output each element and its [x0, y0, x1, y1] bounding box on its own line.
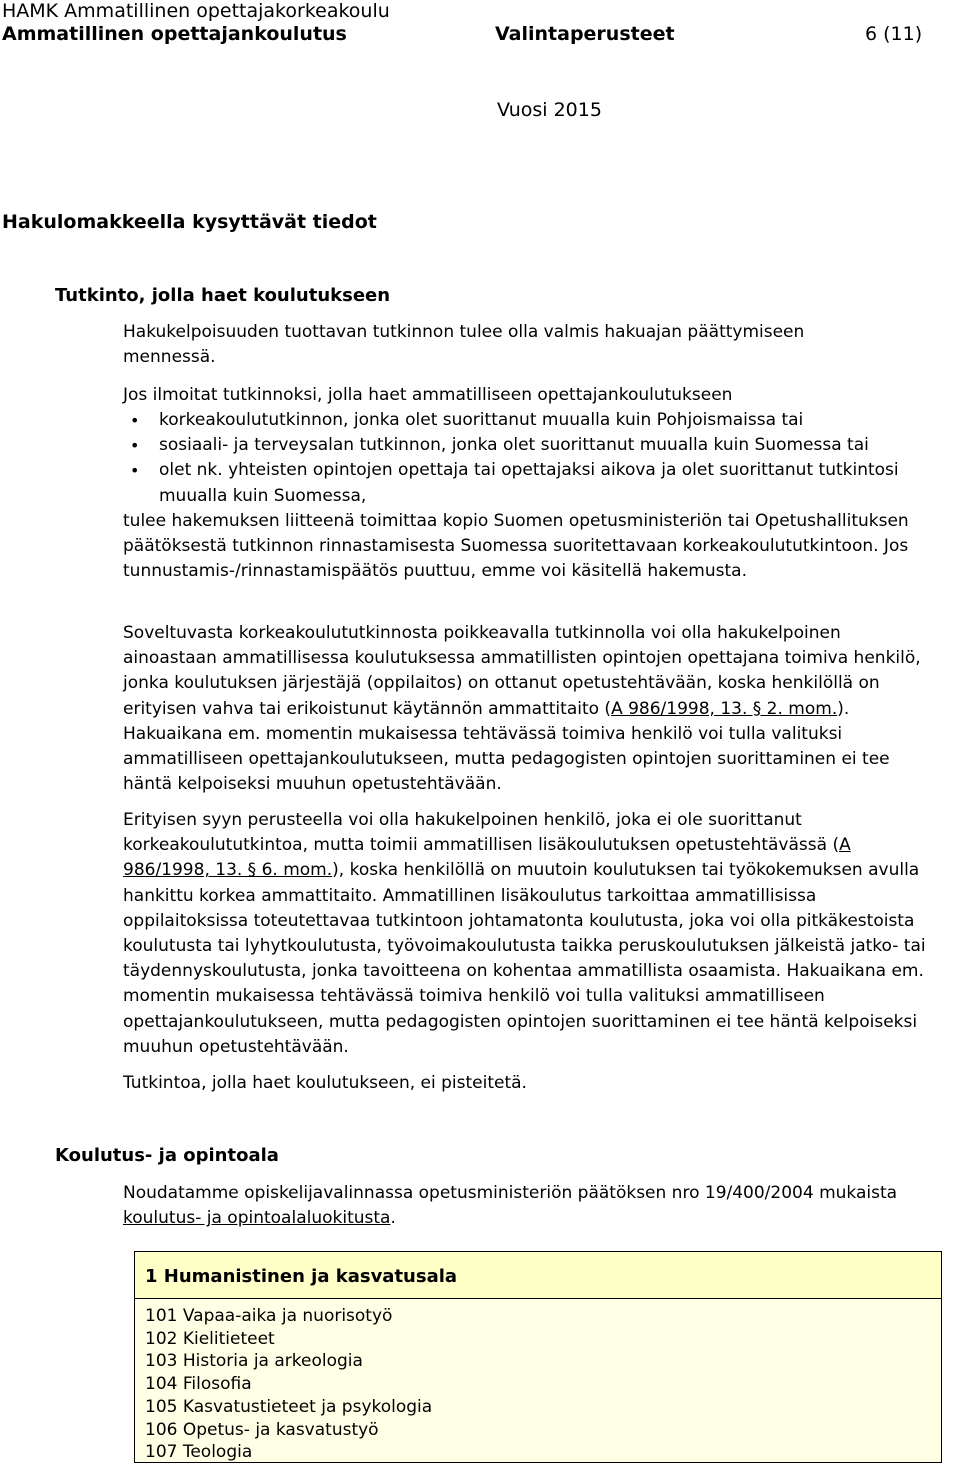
koulutus-text-post: . [390, 1208, 396, 1229]
program-name: Ammatillinen opettajankoulutus [2, 23, 347, 45]
field-table-header [135, 1252, 941, 1299]
bullet-item: • sosiaali- ja terveysalan tutkinnon, jonka olet suorittanut muualla kuin Suomessa tai [130, 433, 950, 458]
soveltuvasta-text-post: ). Hakuaikana em. momentin mukaisessa tehtävässä toimiva henkilö voi tulla valituksi ammatilliseen opettajankoulutukseen, mutta pedagogisten opintojen suorittaminen ei tee häntä kelpoiseksi muuhun opetustehtävään. [123, 698, 890, 795]
soveltuvasta-text-pre: Soveltuvasta korkeakoulututkinnosta poikkeavalla tutkinnolla voi olla hakukelpoinen ainoastaan ammatillisessa koulutuksessa ammatillisten opintojen opettajana toimiva henkilö, jonka koulutuksen järjestäjä (oppilaitos) on ottanut opetustehtävään, koska henkilöllä on erityisen vahva tai erikoistunut käytännön ammattitaito ( [123, 623, 921, 719]
field-table-body [135, 1299, 941, 1462]
section-heading: Hakulomakkeella kysyttävät tiedot [2, 211, 377, 233]
bullet-item: • olet nk. yhteisten opintojen opettaja tai opettajaksi aikova ja olet suorittanut tutkintosi muualla kuin Suomessa, [130, 458, 950, 508]
year-label: Vuosi 2015 [497, 99, 602, 121]
law-link-13-6[interactable]: A 986/1998, 13. § 6. mom. [123, 835, 851, 881]
table-row: 104 Filosofia [145, 1374, 252, 1395]
bullet-item: • korkeakoulututkinnon, jonka olet suorittanut muualla kuin Pohjoismaissa tai [130, 408, 950, 433]
field-table [134, 1251, 942, 1463]
soveltuvasta-paragraph [123, 621, 938, 797]
tutkinto-after-bullets: tulee hakemuksen liitteenä toimittaa kopio Suomen opetusministeriön tai Opetushallituksen päätöksestä tutkinnon rinnastamisesta Suomessa suoritettavaan korkeakoulututkintoon. Jos tunnustamis-/rinnastamispäätös puuttuu, emme voi käsitellä hakemusta. [123, 511, 909, 582]
table-row: 102 Kielitieteet [145, 1328, 275, 1349]
koulutus-paragraph [123, 1181, 958, 1231]
table-row: 101 Vapaa-aika ja nuorisotyö [145, 1306, 393, 1326]
erityisen-text-post: ), koska henkilöllä on muutoin koulutuksen tai työkokemuksen avulla hankittu korkea ammattitaito. Ammatillinen lisäkoulutus tarkoittaa ammatillisissa oppilaitoksissa toteutettavaa tutkintoon johtamatonta koulutusta, joka voi olla pitkäkestoista koulutusta tai lyhytkoulutusta, työvoimakoulutusta taikka peruskoulutuksen jälkeistä jatko- tai täydennyskoulutusta, jonka tavoitteena on kohentaa ammatillista osaamista. Hakuaikana em. momentin mukaisessa tehtävässä toimiva henkilö voi tulla valituksi ammatilliseen opettajankoulutukseen, mutta pedagogisten opintojen suorittaminen ei tee häntä kelpoiseksi muuhun opetustehtävään. [123, 860, 926, 1057]
erityisen-text-pre: Erityisen syyn perusteella voi olla hakukelpoinen henkilö, joka ei ole suorittanut korkeakoulututkintoa, mutta toimii ammatillisen lisäkoulutuksen opetustehtävässä ( [123, 810, 840, 856]
erityisen-paragraph [123, 808, 928, 1060]
koulutus-text-pre: Noudatamme opiskelijavalinnassa opetusministeriön päätöksen nro 19/400/2004 mukaista [123, 1183, 898, 1203]
field-table-title: 1 Humanistinen ja kasvatusala [145, 1266, 458, 1287]
tutkinto-heading: Tutkinto, jolla haet koulutukseen [55, 285, 391, 306]
tutkinto-paragraph-1: Hakukelpoisuuden tuottavan tutkinnon tulee olla valmis hakuajan päättymiseen mennessä. [123, 322, 805, 368]
tutkinto-bullet-list [130, 408, 950, 509]
institution-name: HAMK Ammatillinen opettajakorkeakoulu [2, 0, 390, 22]
page-number: 6 (11) [865, 23, 923, 45]
table-row: 107 Teologia [145, 1442, 253, 1463]
tutkinto-last-paragraph: Tutkintoa, jolla haet koulutukseen, ei pisteitetä. [123, 1073, 527, 1093]
table-row: 105 Kasvatustieteet ja psykologia [145, 1396, 433, 1417]
classification-link[interactable]: koulutus- ja opintoalaluokitusta [123, 1208, 391, 1229]
tutkinto-intro: Jos ilmoitat tutkinnoksi, jolla haet ammatilliseen opettajankoulutukseen [123, 385, 733, 405]
document-title: Valintaperusteet [495, 23, 675, 45]
koulutus-heading: Koulutus- ja opintoala [55, 1145, 279, 1166]
table-row: 106 Opetus- ja kasvatustyö [145, 1419, 379, 1440]
table-row: 103 Historia ja arkeologia [145, 1351, 363, 1372]
law-link-13-2[interactable]: A 986/1998, 13. § 2. mom. [611, 698, 838, 719]
